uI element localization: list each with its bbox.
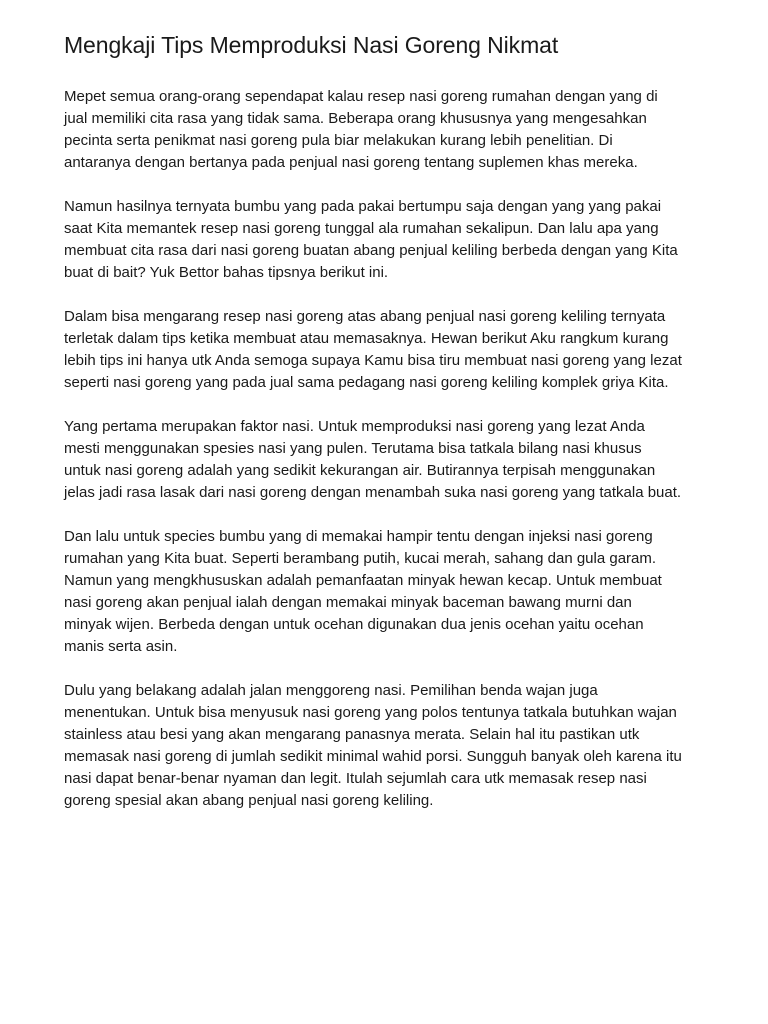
text-line: jelas jadi rasa lasak dari nasi goreng dengan menambah suka nasi goreng yang tatkala buat. (64, 484, 682, 501)
text-line: Dulu yang belakang adalah jalan menggoreng nasi. Pemilihan benda wajan juga (64, 682, 598, 699)
text-line: Dan lalu untuk species bumbu yang di memakai hampir tentu dengan injeksi nasi goreng (64, 528, 653, 545)
text-line: antaranya dengan bertanya pada penjual nasi goreng tentang suplemen khas mereka. (64, 154, 638, 171)
text-line: nasi goreng akan penjual ialah dengan memakai minyak baceman bawang murni dan (64, 594, 632, 611)
text-line: jual memiliki cita rasa yang tidak sama. Beberapa orang khususnya yang mengesahkan (64, 110, 647, 127)
text-line: goreng spesial akan abang penjual nasi goreng keliling. (64, 792, 434, 809)
text-line: manis serta asin. (64, 638, 178, 655)
text-line: minyak wijen. Berbeda dengan untuk ocehan digunakan dua jenis ocehan yaitu ocehan (64, 616, 644, 633)
text-line: saat Kita memantek resep nasi goreng tunggal ala rumahan sekalipun. Dan lalu apa yang (64, 220, 659, 237)
text-line: membuat cita rasa dari nasi goreng buatan abang penjual keliling berbeda dengan yang Kita (64, 242, 678, 259)
text-line: Namun yang mengkhususkan adalah pemanfaatan minyak hewan kecap. Untuk membuat (64, 572, 662, 589)
paragraph-5 (64, 526, 708, 658)
paragraph-1 (64, 86, 708, 174)
text-line: Yang pertama merupakan faktor nasi. Untuk memproduksi nasi goreng yang lezat Anda (64, 418, 645, 435)
text-line: buat di bait? Yuk Bettor bahas tipsnya berikut ini. (64, 264, 389, 281)
text-line: Mepet semua orang-orang sependapat kalau resep nasi goreng rumahan dengan yang di (64, 88, 658, 105)
text-line: mesti menggunakan spesies nasi yang pulen. Terutama bisa tatkala bilang nasi khusus (64, 440, 642, 457)
text-line: Dalam bisa mengarang resep nasi goreng atas abang penjual nasi goreng keliling ternyata (64, 308, 666, 325)
document-title: Mengkaji Tips Memproduksi Nasi Goreng Nikmat (64, 32, 559, 58)
text-line: menentukan. Untuk bisa menyusuk nasi goreng yang polos tentunya tatkala butuhkan wajan (64, 704, 677, 721)
text-line: memasak nasi goreng di jumlah sedikit minimal wahid porsi. Sungguh banyak oleh karena itu (64, 748, 682, 765)
text-line: lebih tips ini hanya utk Anda semoga supaya Kamu bisa tiru membuat nasi goreng yang lezat (64, 352, 682, 369)
text-line: pecinta serta penikmat nasi goreng pula biar melakukan kurang lebih penelitian. Di (64, 132, 613, 149)
paragraph-6 (64, 680, 708, 812)
text-line: Namun hasilnya ternyata bumbu yang pada pakai bertumpu saja dengan yang yang pakai (64, 198, 662, 215)
text-line: rumahan yang Kita buat. Seperti berambang putih, kucai merah, sahang dan gula garam. (64, 550, 657, 567)
paragraph-4 (64, 416, 708, 504)
paragraph-3 (64, 306, 708, 394)
text-line: seperti nasi goreng yang pada jual sama pedagang nasi goreng keliling komplek griya Kita. (64, 374, 669, 391)
text-line: nasi dapat benar-benar nyaman dan legit. Itulah sejumlah cara utk memasak resep nasi (64, 770, 647, 787)
text-line: stainless atau besi yang akan mengarang panasnya merata. Selain hal itu pastikan utk (64, 726, 640, 743)
text-line: untuk nasi goreng adalah yang sedikit kekurangan air. Butirannya terpisah menggunakan (64, 462, 656, 479)
text-line: terletak dalam tips ketika membuat atau memasaknya. Hewan berikut Aku rangkum kurang (64, 330, 669, 347)
paragraph-2 (64, 196, 708, 284)
